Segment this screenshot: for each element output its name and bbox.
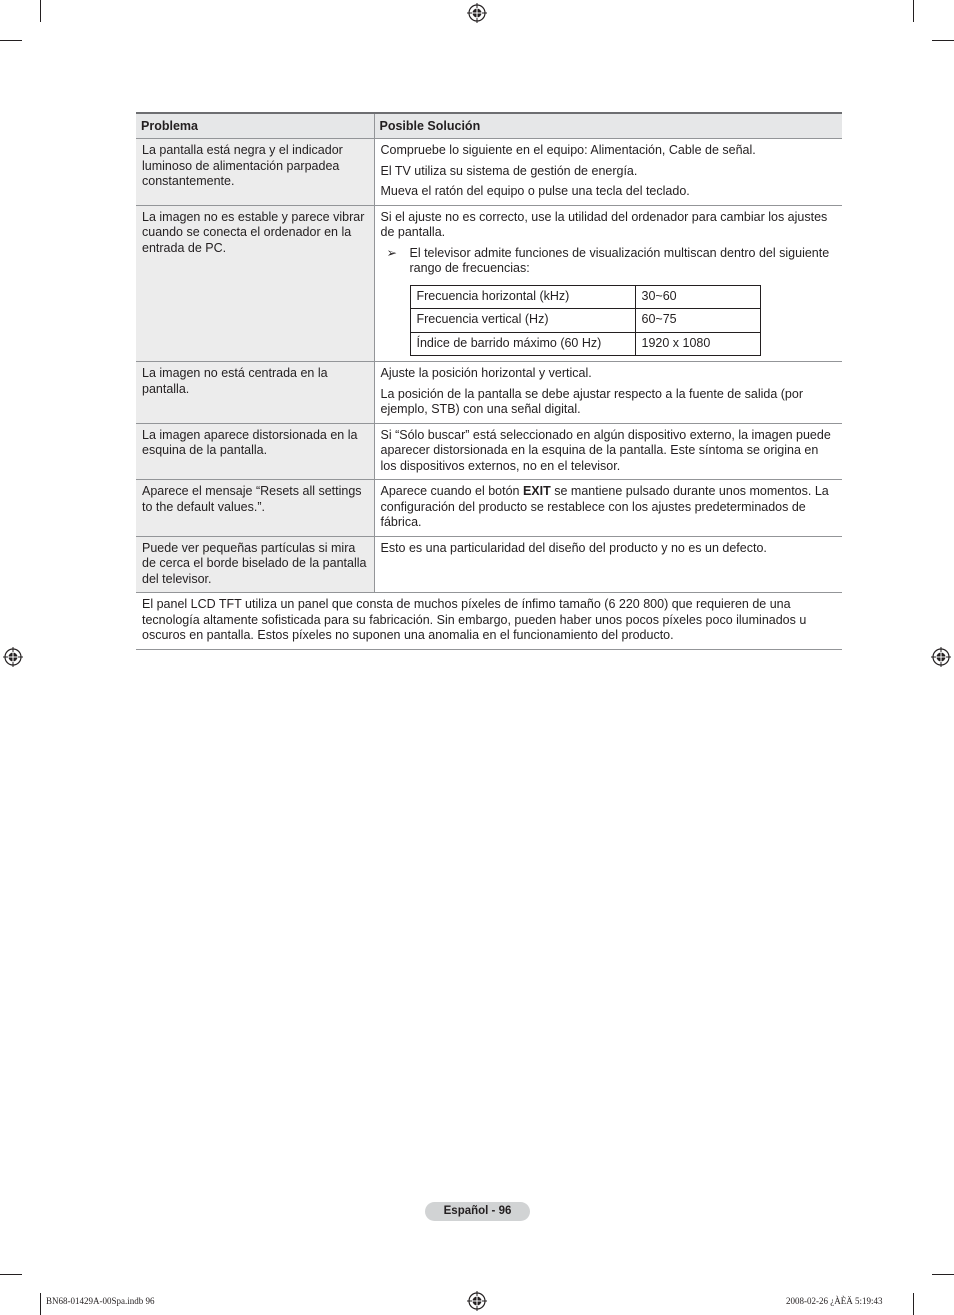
frequency-value: 30~60 — [635, 285, 760, 309]
lcd-note: El panel LCD TFT utiliza un panel que consta de muchos píxeles de ínfimo tamaño (6 220 800) que requieren de una tecnología altamente sofisticada para su fabricación. Sin embargo, pueden haber unos pocos píxeles poco iluminados u oscuros en pantalla. Estos píxeles no suponen una anomalia en el funcionamiento del producto. — [136, 593, 842, 650]
solution-text — [381, 484, 837, 531]
registration-mark-icon — [3, 647, 23, 667]
solution-text: Compruebe lo siguiente en el equipo: Alimentación, Cable de señal. — [380, 143, 756, 157]
frequency-label: Frecuencia vertical (Hz) — [410, 309, 635, 333]
solution-text-part: Aparece cuando el botón — [380, 484, 523, 498]
note-text: El televisor admite funciones de visualización multiscan dentro del siguiente rango de frecuencias: — [409, 245, 830, 275]
registration-mark-icon — [931, 647, 951, 667]
page-number-badge: Español - 96 — [425, 1202, 530, 1221]
table-row — [136, 205, 842, 362]
solution-text: Esto es una particularidad del diseño del producto y no es un defecto. — [380, 540, 767, 555]
frequency-label: Frecuencia horizontal (kHz) — [410, 285, 635, 309]
frequency-value: 60~75 — [635, 309, 760, 333]
solution-cell — [374, 205, 842, 362]
crop-mark — [0, 1274, 22, 1275]
crop-mark — [913, 0, 914, 22]
table-header-row — [136, 113, 842, 139]
solution-cell — [374, 536, 842, 593]
problem-cell: La pantalla está negra y el indicador luminoso de alimentación parpadea constantemente. — [136, 139, 374, 206]
registration-mark-icon — [467, 1291, 487, 1311]
frequency-label: Índice de barrido máximo (60 Hz) — [410, 332, 635, 356]
problem-cell: Puede ver pequeñas partículas si mira de cerca el borde biselado de la pantalla del televisor. — [136, 536, 374, 593]
frequency-row — [410, 309, 760, 333]
note — [381, 246, 837, 277]
problem-cell: Aparece el mensaje “Resets all settings to the default values.”. — [136, 480, 374, 537]
column-header-solution: Posible Solución — [374, 113, 842, 139]
crop-mark — [40, 1293, 41, 1315]
solution-text-part: se mantiene pulsado durante unos momentos. La configuración del producto se restablece con los ajustes predeterminados de fábrica. — [380, 484, 829, 529]
table-row — [136, 423, 842, 480]
crop-mark — [40, 0, 41, 22]
troubleshooting-table — [136, 112, 842, 650]
file-slug: BN68-01429A-00Spa.indb 96 — [46, 1296, 155, 1306]
frequency-value: 1920 x 1080 — [635, 332, 760, 356]
solution-text: Si “Sólo buscar” está seleccionado en algún dispositivo externo, la imagen puede aparecer distorsionada en la esquina de la pantalla. Este síntoma se origina en los dispositivos externos, no en el televisor. — [380, 427, 831, 473]
table-row — [136, 536, 842, 593]
column-header-problem: Problema — [136, 113, 374, 139]
crop-mark — [932, 1274, 954, 1275]
solution-cell — [374, 362, 842, 424]
table-row — [136, 362, 842, 424]
frequency-row — [410, 285, 760, 309]
solution-cell — [374, 423, 842, 480]
solution-cell — [374, 139, 842, 206]
solution-text: La posición de la pantalla se debe ajustar respecto a la fuente de salida (por ejemplo, STB) con una señal digital. — [380, 386, 804, 416]
crop-mark — [913, 1293, 914, 1315]
exit-button-label: EXIT — [522, 484, 551, 498]
arrow-right-icon: ➢ — [386, 245, 397, 260]
problem-cell: La imagen no es estable y parece vibrar cuando se conecta el ordenador en la entrada de PC. — [136, 205, 374, 362]
frequency-table — [410, 285, 761, 357]
timestamp-slug: 2008-02-26 ¿ÀÈÄ 5:19:43 — [786, 1296, 883, 1306]
solution-text: Mueva el ratón del equipo o pulse una tecla del teclado. — [380, 184, 690, 198]
solution-cell — [374, 480, 842, 537]
problem-cell: La imagen aparece distorsionada en la esquina de la pantalla. — [136, 423, 374, 480]
registration-mark-icon — [467, 3, 487, 23]
table-row — [136, 480, 842, 537]
table-row — [136, 139, 842, 206]
crop-mark — [932, 40, 954, 41]
table-row — [136, 593, 842, 650]
solution-text: Si el ajuste no es correcto, use la utilidad del ordenador para cambiar los ajustes de pantalla. — [380, 209, 828, 239]
solution-text: Ajuste la posición horizontal y vertical. — [380, 366, 592, 380]
crop-mark — [0, 40, 22, 41]
problem-cell: La imagen no está centrada en la pantalla. — [136, 362, 374, 424]
frequency-row — [410, 332, 760, 356]
solution-text: El TV utiliza su sistema de gestión de energía. — [380, 163, 638, 178]
